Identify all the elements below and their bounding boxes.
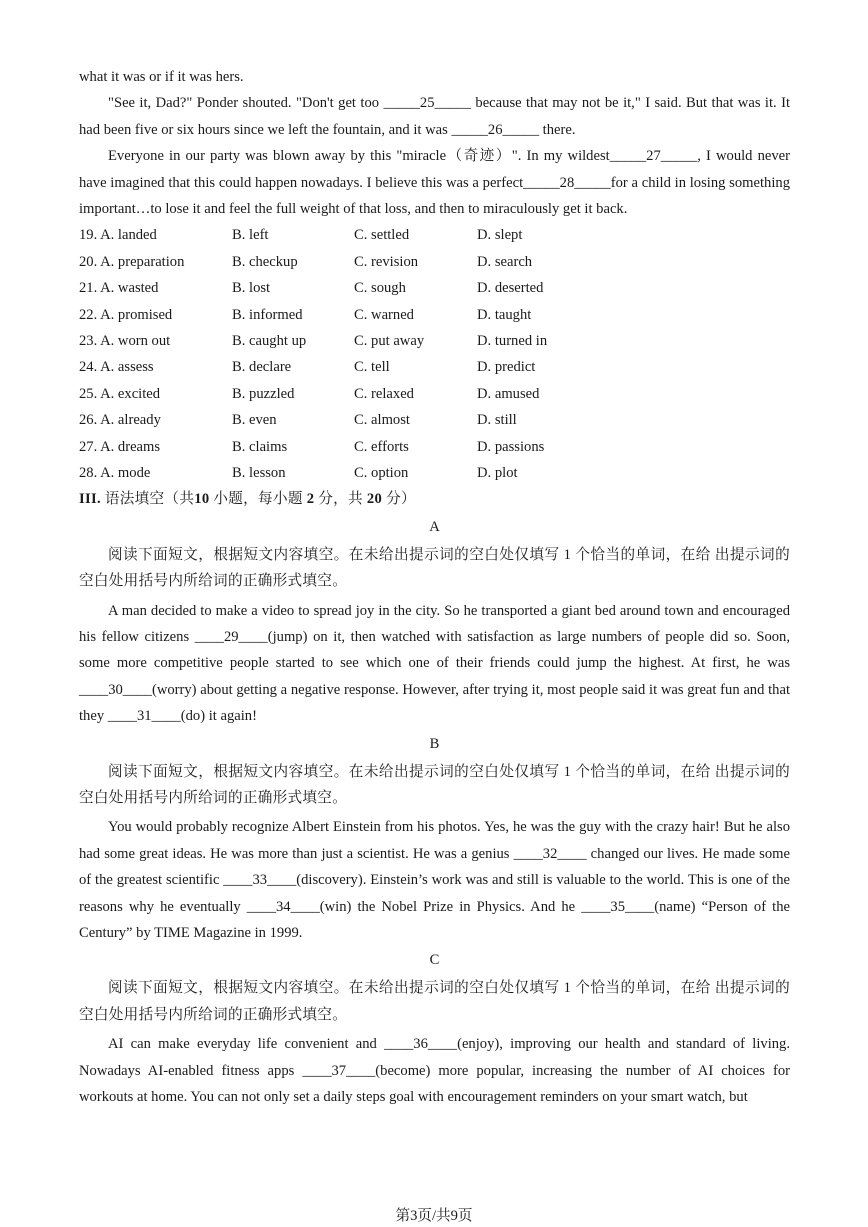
section-title-text: 小题，每小题 — [213, 491, 303, 508]
option-a: 19. A. landed — [79, 227, 157, 244]
option-row — [79, 328, 790, 354]
option-d: D. search — [477, 253, 533, 270]
option-row — [79, 460, 790, 486]
passage-paragraph: A man decided to make a video to spread joy in the city. So he transported a giant bed around town and encouraged his fellow citizens ____29____(jump) on it, then watched with satisfaction as large numbers of people did so. Soon, some more competitive people started to see which one of their friends could jump the highest. At first, he was ____30____(worry) about getting a negative response. However, after trying it, most people said it was great fun and that they ____31____(do) it again! — [79, 602, 790, 725]
section-number: III. — [79, 491, 101, 508]
option-d: D. slept — [477, 227, 523, 244]
instruction-text: 阅读下面短文，根据短文内容填空。在未给出提示词的空白处仅填写 1 个恰当的单词，在给 出提示词的空白处用括号内所给词的正确形式填空。 — [79, 763, 790, 806]
option-row — [79, 407, 790, 433]
passage-paragraph: Everyone in our party was blown away by this "miracle（奇迹）". In my wildest_____27_____, I would never have imagined that this could happen nowadays. I believe this was a perfect_____28_____for a child in losing something important…to lose it and feel the full weight of that loss, and then to miraculously get it back. — [79, 148, 790, 218]
option-b: B. checkup — [232, 253, 298, 270]
option-c: C. relaxed — [354, 385, 414, 402]
option-b: B. left — [232, 227, 269, 244]
option-row — [79, 434, 790, 460]
option-a: 23. A. worn out — [79, 333, 171, 349]
section-total: 20 — [366, 491, 383, 508]
option-c: C. sough — [354, 280, 406, 297]
section-heading — [79, 486, 790, 512]
passage-paragraph: AI can make everyday life convenient and ____36____(enjoy), improving our health and standard of living. Nowadays AI-enabled fitness apps ____37____(become) more popular, increasing the number of AI choices for workouts at home. You can not only set a daily steps goal with encouragement reminders on your smart watch, but — [79, 1036, 790, 1106]
option-c: C. efforts — [354, 438, 409, 455]
part-label: A — [429, 518, 440, 535]
option-b: B. even — [232, 412, 277, 429]
option-a: 24. A. assess — [79, 359, 154, 376]
option-row — [79, 354, 790, 380]
option-d: D. predict — [477, 359, 536, 376]
option-row — [79, 222, 790, 248]
option-c: C. warned — [354, 306, 414, 323]
option-a: 21. A. wasted — [79, 280, 159, 297]
section-title-text: 语法填空（共 — [104, 491, 195, 508]
option-row — [79, 275, 790, 301]
option-d: D. still — [477, 412, 517, 429]
option-d: D. taught — [477, 306, 532, 323]
passage-line: what it was or if it was hers. — [79, 69, 244, 85]
option-c: C. revision — [354, 253, 419, 270]
option-a: 26. A. already — [79, 412, 161, 429]
option-b: B. lost — [232, 280, 271, 297]
option-d: D. amused — [477, 385, 540, 402]
section-title-text: 分，共 — [318, 491, 363, 508]
option-b: B. lesson — [232, 464, 286, 481]
instruction-text: 阅读下面短文，根据短文内容填空。在未给出提示词的空白处仅填写 1 个恰当的单词，在给 出提示词的空白处用括号内所给词的正确形式填空。 — [79, 546, 790, 590]
option-b: B. puzzled — [232, 385, 295, 402]
option-d: D. passions — [477, 438, 545, 455]
passage-paragraph: You would probably recognize Albert Einstein from his photos. Yes, he was the guy with the crazy hair! But he also had some great ideas. He was more than just a scientist. He was a genius ____32____ changed our lives. He made some of the greatest scientific ____33____(discovery). Einstein’s work was and still is valuable to the world. This is one of the reasons why he eventually ____34____(win) the Nobel Prize in Physics. And he ____35____(name) “Person of the Century” by TIME Magazine in 1999. — [79, 819, 790, 942]
option-d: D. plot — [477, 464, 518, 481]
part-label: B — [429, 735, 440, 752]
option-d: D. deserted — [477, 280, 544, 297]
instruction-text: 阅读下面短文，根据短文内容填空。在未给出提示词的空白处仅填写 1 个恰当的单词，在给 出提示词的空白处用括号内所给词的正确形式填空。 — [79, 980, 790, 1023]
option-b: B. claims — [232, 438, 288, 455]
option-a: 25. A. excited — [79, 385, 161, 402]
section-count: 10 — [194, 491, 210, 508]
option-row — [79, 249, 790, 275]
section-points: 2 — [306, 491, 315, 508]
document-page — [79, 64, 790, 1110]
passage-paragraph: "See it, Dad?" Ponder shouted. "Don't get too _____25_____ because that may not be it," I said. But that was it. It had been five or six hours since we left the fountain, and it was _____26_____ there. — [79, 95, 790, 138]
option-a: 28. A. mode — [79, 464, 151, 481]
option-c: C. put away — [354, 333, 425, 349]
option-b: B. caught up — [232, 333, 307, 349]
option-b: B. declare — [232, 359, 292, 376]
option-d: D. turned in — [477, 333, 548, 349]
option-a: 20. A. preparation — [79, 253, 185, 270]
option-c: C. almost — [354, 412, 410, 429]
section-title-text: 分） — [386, 491, 416, 508]
option-b: B. informed — [232, 306, 303, 323]
option-c: C. settled — [354, 227, 410, 244]
part-label: C — [429, 952, 440, 969]
page-footer: 第3页/共9页 — [395, 1208, 473, 1224]
option-row — [79, 302, 790, 328]
option-c: C. tell — [354, 359, 390, 376]
option-a: 22. A. promised — [79, 306, 173, 323]
option-c: C. option — [354, 464, 409, 481]
option-a: 27. A. dreams — [79, 438, 161, 455]
option-row — [79, 381, 790, 407]
options-list — [79, 222, 790, 486]
